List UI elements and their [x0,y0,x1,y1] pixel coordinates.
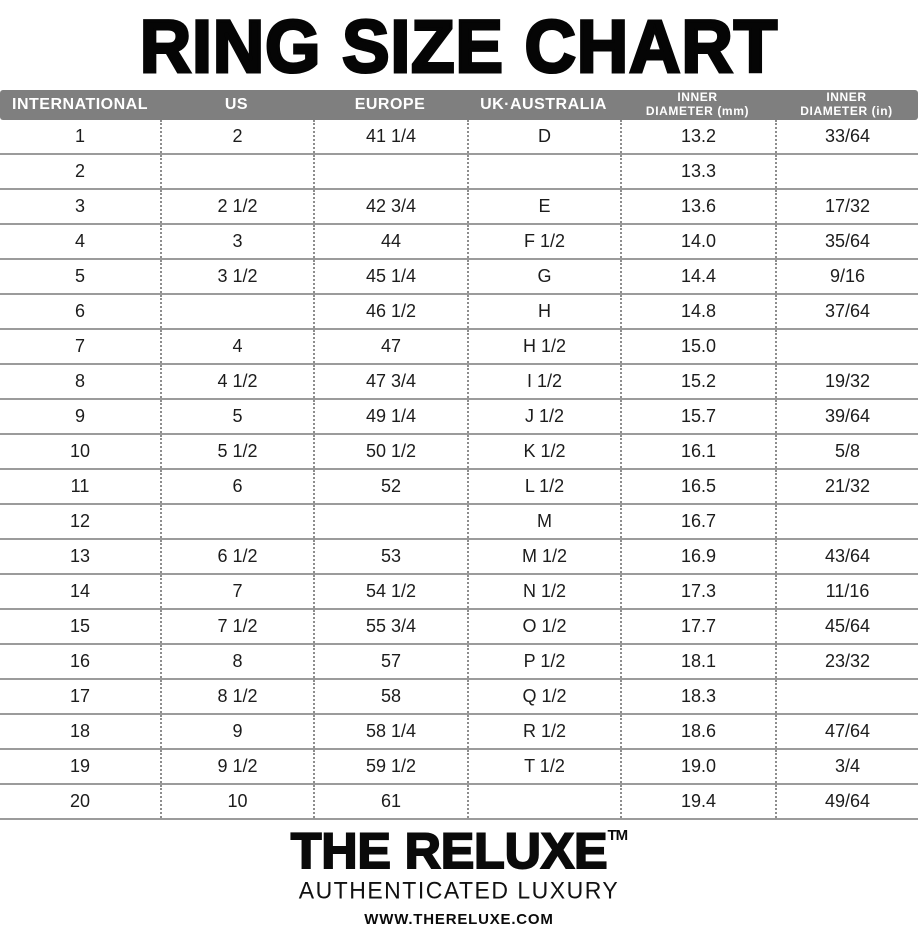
table-cell: 46 1/2 [313,295,467,328]
column-header: INNER DIAMETER (in) [800,90,893,118]
table-row [0,225,918,260]
table-cell: 19 [69,756,91,776]
table-cell [160,505,313,538]
table-cell: 21/32 [775,470,918,503]
table-cell: 13 [69,546,91,566]
table-cell: 33/64 [775,120,918,153]
table-row [0,715,918,750]
table-cell: 19.4 [620,785,775,818]
table-cell: 4 1/2 [160,365,313,398]
table-cell [775,155,918,188]
brand-tagline: AUTHENTICATED LUXURY [298,876,620,904]
table-cell: F 1/2 [467,225,620,258]
table-cell: 6 [74,301,85,321]
table-cell: 37/64 [775,295,918,328]
table-cell [160,295,313,328]
table-cell: 4 [74,231,85,251]
table-cell: 15.0 [620,330,775,363]
table-cell: L 1/2 [467,470,620,503]
table-cell: 47/64 [775,715,918,748]
table-row [0,540,918,575]
table-cell: G [467,260,620,293]
table-cell: 13.2 [620,120,775,153]
table-cell: 7 1/2 [160,610,313,643]
table-cell: 47 3/4 [313,365,467,398]
table-cell: 17/32 [775,190,918,223]
table-cell: 14.0 [620,225,775,258]
table-cell: D [467,120,620,153]
table-cell: E [467,190,620,223]
table-header-row [0,90,918,120]
trademark-symbol: TM [607,827,628,844]
table-cell: 18.6 [620,715,775,748]
brand-footer [0,823,918,928]
table-cell: 23/32 [775,645,918,678]
table-cell: H [467,295,620,328]
table-cell: I 1/2 [467,365,620,398]
table-row [0,295,918,330]
table-cell: T 1/2 [467,750,620,783]
table-cell: 9 1/2 [160,750,313,783]
table-cell: 45 1/4 [313,260,467,293]
table-cell: 3 [74,196,85,216]
table-cell [313,505,467,538]
table-row [0,365,918,400]
table-cell: 6 1/2 [160,540,313,573]
table-cell: 44 [313,225,467,258]
table-cell: 3 [160,225,313,258]
table-cell: 13.3 [620,155,775,188]
column-header: INTERNATIONAL [12,96,148,113]
table-row [0,435,918,470]
table-cell: M [467,505,620,538]
column-header: US [224,96,249,113]
table-cell: 50 1/2 [313,435,467,468]
table-cell: O 1/2 [467,610,620,643]
table-cell: 5/8 [775,435,918,468]
table-cell: 10 [160,785,313,818]
table-row [0,120,918,155]
table-cell: 16.7 [620,505,775,538]
brand-line [290,823,628,879]
table-cell: 53 [313,540,467,573]
table-row [0,750,918,785]
table-cell: 41 1/4 [313,120,467,153]
table-cell: 39/64 [775,400,918,433]
page-title: RING SIZE CHART [139,5,779,88]
table-cell [160,155,313,188]
column-header: EUROPE [354,96,426,113]
table-row [0,575,918,610]
table-cell: 61 [313,785,467,818]
table-cell: 35/64 [775,225,918,258]
table-cell: 18.1 [620,645,775,678]
table-cell: 7 [160,575,313,608]
table-row [0,645,918,680]
table-cell: 43/64 [775,540,918,573]
table-cell: 3/4 [775,750,918,783]
table-row [0,785,918,820]
table-cell: R 1/2 [467,715,620,748]
table-cell: 8 [160,645,313,678]
table-cell: Q 1/2 [467,680,620,713]
table-cell: J 1/2 [467,400,620,433]
table-cell: 11 [70,476,90,496]
table-cell: 18.3 [620,680,775,713]
table-cell: 4 [160,330,313,363]
table-cell: 55 3/4 [313,610,467,643]
table-cell: 18 [69,721,91,741]
table-row [0,330,918,365]
table-row [0,610,918,645]
table-cell: 15.7 [620,400,775,433]
table-body [0,120,918,820]
table-row [0,260,918,295]
table-cell: 2 [74,161,85,181]
table-cell [775,505,918,538]
table-cell: 17.7 [620,610,775,643]
table-cell: 17.3 [620,575,775,608]
table-row [0,155,918,190]
table-cell: 19.0 [620,750,775,783]
table-cell: M 1/2 [467,540,620,573]
table-row [0,505,918,540]
table-row [0,190,918,225]
table-cell: 42 3/4 [313,190,467,223]
table-cell: 16.1 [620,435,775,468]
table-cell: 20 [69,791,91,811]
table-cell: P 1/2 [467,645,620,678]
table-cell: 47 [313,330,467,363]
table-row [0,680,918,715]
table-cell: 3 1/2 [160,260,313,293]
table-cell: 1 [74,126,85,146]
table-cell: 54 1/2 [313,575,467,608]
brand-name: THE RELUXE [290,823,608,879]
table-cell: 10 [69,441,91,461]
table-cell: 12 [69,511,91,531]
table-row [0,400,918,435]
table-cell [313,155,467,188]
table-row [0,470,918,505]
table-cell [467,155,620,188]
table-cell: 13.6 [620,190,775,223]
table-cell: 5 [160,400,313,433]
table-cell: 8 1/2 [160,680,313,713]
table-cell: 16.9 [620,540,775,573]
table-cell: 2 [160,120,313,153]
table-cell: 57 [313,645,467,678]
ring-size-table [0,90,918,820]
table-cell: 7 [74,336,85,356]
table-cell: H 1/2 [467,330,620,363]
table-cell: 6 [160,470,313,503]
table-cell: 14.8 [620,295,775,328]
table-cell: 58 1/4 [313,715,467,748]
table-cell: 49 1/4 [313,400,467,433]
table-cell: 16 [69,651,91,671]
website-url: WWW.THERELUXE.COM [364,911,554,928]
table-cell: 52 [313,470,467,503]
column-header: INNER DIAMETER (mm) [645,90,750,118]
table-cell: 9/16 [775,260,918,293]
table-cell: 5 1/2 [160,435,313,468]
table-cell: 11/16 [775,575,918,608]
table-cell: K 1/2 [467,435,620,468]
table-cell [775,680,918,713]
table-cell: N 1/2 [467,575,620,608]
table-cell: 9 [74,406,85,426]
table-cell: 59 1/2 [313,750,467,783]
table-cell: 15 [69,616,91,636]
table-cell: 45/64 [775,610,918,643]
table-cell [467,785,620,818]
table-cell: 8 [74,371,85,391]
table-cell: 17 [69,686,91,706]
table-cell: 14.4 [620,260,775,293]
table-cell [775,330,918,363]
table-cell: 5 [74,266,85,286]
table-cell: 9 [160,715,313,748]
table-cell: 58 [313,680,467,713]
table-cell: 49/64 [775,785,918,818]
table-cell: 14 [69,581,91,601]
table-cell: 2 1/2 [160,190,313,223]
table-cell: 16.5 [620,470,775,503]
table-cell: 15.2 [620,365,775,398]
column-header: UK·AUSTRALIA [480,96,607,113]
table-cell: 19/32 [775,365,918,398]
